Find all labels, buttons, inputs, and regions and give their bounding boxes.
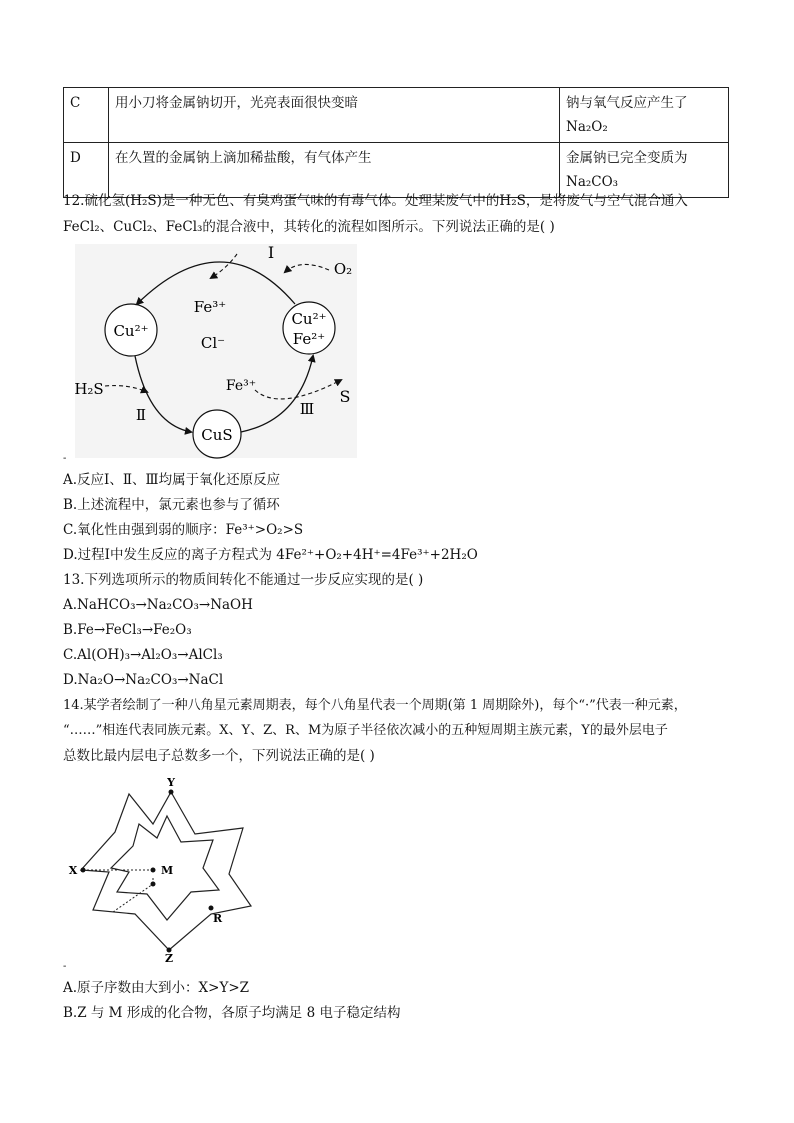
o2-label: O₂ xyxy=(333,260,353,278)
conclusion-formula: Na₂O₂ xyxy=(566,119,608,135)
option-cell: D xyxy=(64,143,109,198)
conclusion-cell xyxy=(560,143,729,198)
x-dot xyxy=(81,868,86,873)
x-label: X xyxy=(68,864,78,877)
conclusion-text: 钠与氧气反应产生了 xyxy=(566,95,688,111)
z-label: Z xyxy=(164,952,174,962)
conclusion-text: 金属钠已完全变质为 xyxy=(566,150,688,166)
phenomenon-cell: 用小刀将金属钠切开，光亮表面很快变暗 xyxy=(109,88,560,143)
octagram-diagram xyxy=(63,772,263,962)
q12-stem-line2: FeCl₂、CuCl₂、FeCl₃的混合液中，其转化的流程如图所示。下列说法正确的是( ) xyxy=(63,219,555,235)
cus-label: CuS xyxy=(201,426,233,444)
q13-option-b: B.Fe→FeCl₃→Fe₂O₃ xyxy=(63,622,192,638)
m-dot xyxy=(151,868,156,873)
q13-stem: 13.下列选项所示的物质间转化不能通过一步反应实现的是( ) xyxy=(63,572,424,588)
cu2-right-label: Cu²⁺ xyxy=(291,310,327,328)
cu2-label: Cu²⁺ xyxy=(113,322,149,340)
r-label: R xyxy=(213,912,223,925)
conclusion-cell xyxy=(560,88,729,143)
table-row xyxy=(64,88,729,143)
h2s-label: H₂S xyxy=(74,380,104,398)
q12-option-b: B.上述流程中，氯元素也参与了循环 xyxy=(63,497,280,513)
m-label: M xyxy=(161,864,174,877)
fe2-right-label: Fe²⁺ xyxy=(292,330,326,348)
conclusion-formula: Na₂CO₃ xyxy=(566,174,619,190)
roman-1-label: I xyxy=(267,243,275,262)
q13-option-d: D.Na₂O→Na₂CO₃→NaCl xyxy=(63,672,224,688)
q12-option-a: A.反应Ⅰ、Ⅱ、Ⅲ均属于氧化还原反应 xyxy=(63,472,281,488)
roman-2-label: Ⅱ xyxy=(135,406,147,424)
figure-mark: - xyxy=(63,453,67,464)
answer-table xyxy=(63,87,729,198)
s-label: S xyxy=(339,387,351,406)
table-row xyxy=(64,143,729,198)
q14-stem-line2: “……”相连代表同族元素。X、Y、Z、R、M为原子半径依次减小的五种短周期主族元素，Y的最外层电子 xyxy=(63,723,668,738)
q12-option-d: D.过程Ⅰ中发生反应的离子方程式为 4Fe²⁺+O₂+4H⁺=4Fe³⁺+2H₂O xyxy=(63,547,478,563)
q14-stem-line1: 14.某学者绘制了一种八角星元素周期表，每个八角星代表一个周期(第 1 周期除外)，每个“·”代表一种元素， xyxy=(63,698,687,713)
q13-option-a: A.NaHCO₃→Na₂CO₃→NaOH xyxy=(63,597,253,613)
y-label: Y xyxy=(167,776,175,789)
cl-center-label: Cl⁻ xyxy=(200,334,226,352)
q14-option-a: A.原子序数由大到小：X>Y>Z xyxy=(63,980,250,996)
fe3-center-label: Fe³⁺ xyxy=(193,298,227,316)
q14-stem-line3: 总数比最内层电子总数多一个，下列说法正确的是( ) xyxy=(63,748,375,764)
q14-option-b: B.Z 与 M 形成的化合物，各原子均满足 8 电子稳定结构 xyxy=(63,1005,401,1021)
q13-option-c: C.Al(OH)₃→Al₂O₃→AlCl₃ xyxy=(63,647,223,663)
option-cell: C xyxy=(64,88,109,143)
q12-option-c: C.氧化性由强到弱的顺序：Fe³⁺>O₂>S xyxy=(63,522,304,538)
r-dot xyxy=(209,906,214,911)
q12-stem-line1: 12.硫化氢(H₂S)是一种无色、有臭鸡蛋气味的有毒气体。处理某废气中的H₂S，是将废气与空气混合通入 xyxy=(63,193,688,209)
figure-mark: - xyxy=(63,961,67,972)
phenomenon-cell: 在久置的金属钠上滴加稀盐酸，有气体产生 xyxy=(109,143,560,198)
inner-dot xyxy=(151,882,156,887)
fe3-lower-label: Fe³⁺ xyxy=(225,378,257,394)
y-dot xyxy=(169,790,174,795)
roman-3-label: Ⅲ xyxy=(299,400,315,418)
cycle-diagram xyxy=(63,240,363,460)
